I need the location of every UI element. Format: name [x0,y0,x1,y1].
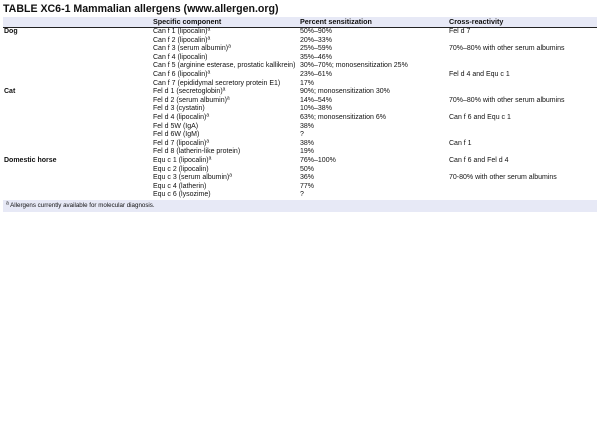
percent-cell: 20%–33% [300,36,332,44]
cross-reactivity-cell [448,54,597,63]
species-cell [3,114,152,123]
component-cell [152,157,299,166]
component-cell [152,97,299,106]
species-cell [3,54,152,63]
header-specific-component: Specific component [152,17,299,28]
species-cell [3,148,152,157]
component-name: Fel d 2 (serum albumin) [153,96,227,104]
component-cell [152,123,299,132]
cross-reactivity-cell: 70%–80% with other serum albumins [449,96,565,104]
component-cell [152,183,299,192]
species-cell [3,62,152,71]
cross-reactivity-cell: Can f 6 and Fel d 4 [449,156,509,164]
cross-reactivity-cell: 70-80% with other serum albumins [449,174,557,182]
table-row [3,131,597,140]
component-cell [152,191,299,200]
percent-cell: 77% [300,182,315,190]
cross-reactivity-cell: Can f 6 and Equ c 1 [449,113,511,121]
component-cell [152,88,299,97]
percent-cell: ? [300,191,304,199]
species-cell: Domestic horse [4,156,57,164]
species-cell [3,45,152,54]
footnote-text: Allergens currently available for molecular diagnosis. [8,201,155,209]
component-name: Fel d 4 (lipocalin) [153,113,207,121]
header-species [3,17,152,28]
table-body [3,28,597,200]
component-name: Fel d 5W (IgA) [153,122,199,130]
component-name: Can f 7 (epididymal secretory protein E1) [153,79,281,87]
cross-reactivity-cell: 70%–80% with other serum albumins [449,45,565,53]
percent-cell: 25%–59% [300,45,332,53]
component-name: Can f 3 (serum albumin) [153,45,229,53]
cross-reactivity-cell [448,88,597,97]
table-row [3,174,597,183]
component-cell [152,131,299,140]
header-cross-reactivity: Cross-reactivity [448,17,597,28]
component-name: Can f 4 (lipocalin) [153,53,208,61]
percent-cell: 63%; monosensitization 6% [300,113,386,121]
species-cell [3,131,152,140]
table-row [3,166,597,175]
cross-reactivity-cell [448,166,597,175]
allergen-table-document [3,3,597,212]
table-row [3,88,597,97]
component-name: Fel d 8 (latherin-like protein) [153,148,241,156]
component-cell [152,62,299,71]
species-cell [3,183,152,192]
diagnosis-marker: a [229,172,233,179]
percent-cell: 38% [300,122,315,130]
component-cell [152,71,299,80]
component-name: Equ c 2 (lipocalin) [153,165,209,173]
component-cell [152,28,299,37]
component-cell [152,105,299,114]
table-row [3,191,597,200]
cross-reactivity-cell [448,123,597,132]
footnote-marker: a [6,200,9,207]
table-header-row [3,17,597,28]
species-cell [3,97,152,106]
percent-cell: 50%–90% [300,28,332,35]
cross-reactivity-cell [448,183,597,192]
component-cell [152,80,299,89]
percent-cell: ? [300,131,304,139]
table-row [3,140,597,149]
table-row [3,80,597,89]
species-cell [3,80,152,89]
component-name: Can f 6 (lipocalin) [153,70,208,78]
percent-cell: 36% [300,174,315,182]
species-cell: Dog [4,28,18,35]
component-cell [152,37,299,46]
component-cell [152,54,299,63]
component-cell [152,45,299,54]
species-cell [3,123,152,132]
species-cell [3,140,152,149]
table-row [3,71,597,80]
percent-cell: 23%–61% [300,70,332,78]
species-cell: Cat [4,88,16,96]
table-row [3,105,597,114]
diagnosis-marker: a [207,26,211,33]
species-cell [3,105,152,114]
diagnosis-marker: a [207,69,211,76]
percent-cell: 76%–100% [300,156,336,164]
component-name: Equ c 3 (serum albumin) [153,174,230,182]
diagnosis-marker: a [228,43,231,50]
percent-cell: 35%–46% [300,53,332,61]
cross-reactivity-cell [448,80,597,89]
cross-reactivity-cell: Fel d 7 [449,28,471,35]
component-cell [152,174,299,183]
species-cell [3,71,152,80]
table-row [3,148,597,157]
diagnosis-marker: a [226,95,230,102]
table-title: TABLE XC6-1 Mammalian allergens (www.allergen.org) [3,3,279,15]
cross-reactivity-cell: Fel d 4 and Equ c 1 [449,70,510,78]
component-name: Equ c 4 (latherin) [153,182,207,190]
component-name: Can f 5 (arginine esterase, prostatic kallikrein) [153,62,296,70]
diagnosis-marker: a [208,155,212,162]
species-cell [3,174,152,183]
table-row [3,28,597,37]
cross-reactivity-cell [448,105,597,114]
diagnosis-marker: a [206,112,210,119]
component-name: Fel d 7 (lipocalin) [153,139,207,147]
table-row [3,123,597,132]
species-cell [3,37,152,46]
cross-reactivity-cell [448,148,597,157]
table-row [3,157,597,166]
table-row [3,54,597,63]
diagnosis-marker: a [206,138,210,145]
percent-cell: 19% [300,148,315,156]
component-cell [152,166,299,175]
component-cell [152,140,299,149]
percent-cell: 10%–38% [300,105,332,113]
percent-cell: 50% [300,165,315,173]
table-footnote [3,200,597,212]
table-row [3,37,597,46]
cross-reactivity-cell [448,62,597,71]
table-row [3,97,597,106]
header-percent-sensitization: Percent sensitization [299,17,448,28]
component-name: Fel d 6W (IgM) [153,131,200,139]
cross-reactivity-cell [448,191,597,200]
percent-cell: 90%; monosensitization 30% [300,88,390,96]
table-row [3,114,597,123]
percent-cell: 30%–70%; monosensitization 25% [300,62,408,70]
percent-cell: 17% [300,79,315,87]
diagnosis-marker: a [207,35,211,42]
cross-reactivity-cell [448,131,597,140]
component-name: Can f 2 (lipocalin) [153,36,208,44]
cross-reactivity-cell: Can f 1 [449,139,472,147]
component-cell [152,148,299,157]
species-cell [3,166,152,175]
diagnosis-marker: a [222,86,226,93]
allergen-table [3,17,597,200]
component-name: Fel d 1 (secretoglobin) [153,88,223,96]
table-row [3,45,597,54]
table-row [3,62,597,71]
component-name: Fel d 3 (cystatin) [153,105,205,113]
component-name: Can f 1 (lipocalin) [153,28,208,35]
percent-cell: 38% [300,139,315,147]
cross-reactivity-cell [448,37,597,46]
component-name: Equ c 1 (lipocalin) [153,156,209,164]
component-cell [152,114,299,123]
percent-cell: 14%–54% [300,96,332,104]
table-row [3,183,597,192]
component-name: Equ c 6 (lysozime) [153,191,211,199]
species-cell [3,191,152,200]
